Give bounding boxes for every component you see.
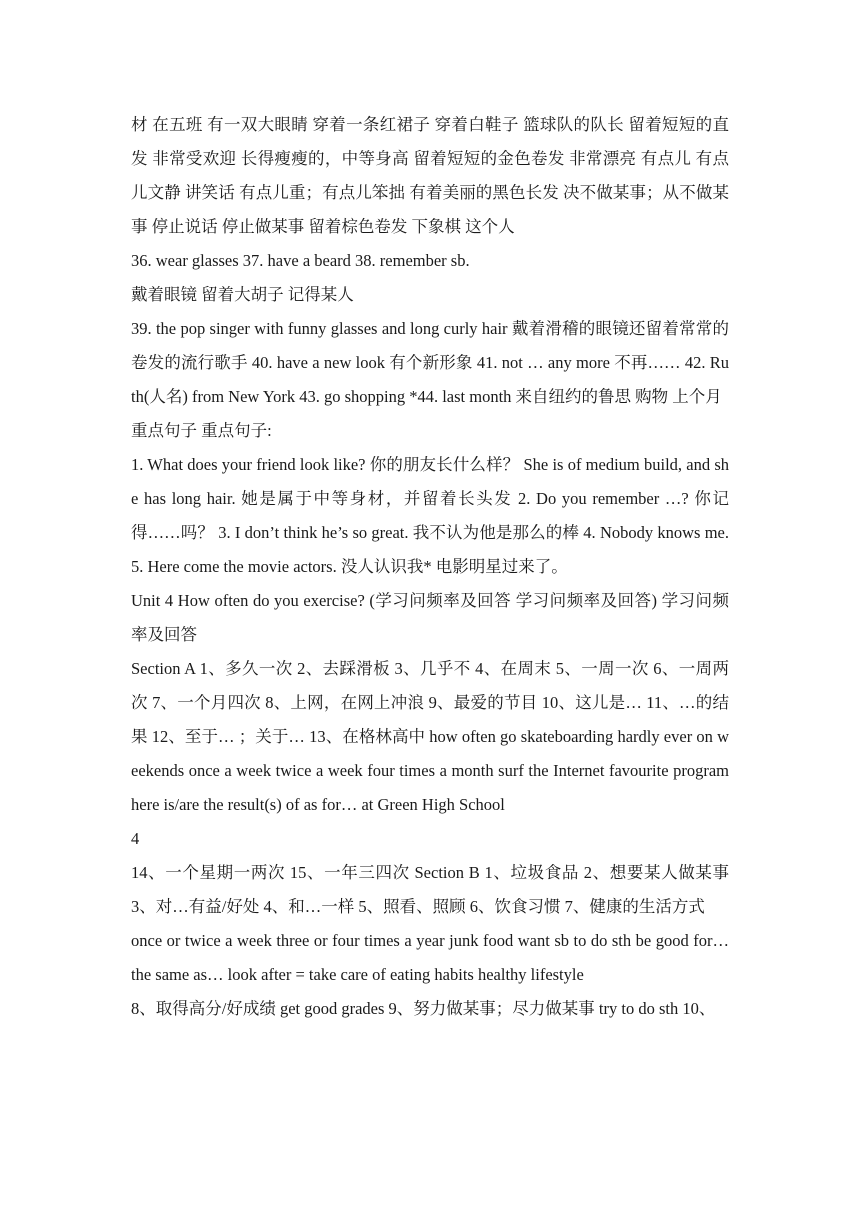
paragraph-key-sentences: 1. What does your friend look like? 你的朋友长什么样？ She is of medium build, and she has long hair. 她是属于中等身材，并留着长头发 2. Do you remember …? 你记得……吗？ 3. I don’t think he’s so great. 我不认为他是那么的棒 4. Nobody knows me. 5. Here come the movie actors. 没人认识我* 电影明星过来了。 xyxy=(131,455,729,576)
paragraph-section-b-english: once or twice a week three or four times a year junk food want sb to do sth be good for… the same as… look after = take care of eating habits healthy lifestyle xyxy=(131,931,729,984)
paragraph-phrases-36-38: 36. wear glasses 37. have a beard 38. remember sb. xyxy=(131,251,470,270)
page-number: 4 xyxy=(131,829,140,848)
paragraph-vocab-descriptions: 材 在五班 有一双大眼睛 穿着一条红裙子 穿着白鞋子 篮球队的队长 留着短短的直发 非常受欢迎 长得瘦瘦的，中等身高 留着短短的金色卷发 非常漂亮 有点儿 有点儿文静 讲笑话 有点儿重；有点儿笨拙 有着美丽的黑色长发 决不做某事；从不做某事 停止说话 停止做某事 留着棕色卷发 下象棋 这个人 xyxy=(131,115,729,236)
paragraph-key-sentences-heading: 重点句子 重点句子: xyxy=(131,421,272,440)
paragraph-translations-36-38: 戴着眼镜 留着大胡子 记得某人 xyxy=(131,285,354,304)
document-body xyxy=(131,108,729,1026)
paragraph-items-8-10: 8、取得高分/好成绩 get good grades 9、努力做某事；尽力做某事 try to do sth 10、 xyxy=(131,999,716,1018)
paragraph-section-a: Section A 1、多久一次 2、去踩滑板 3、几乎不 4、在周末 5、一周一次 6、一周两次 7、一个月四次 8、上网，在网上冲浪 9、最爱的节目 10、这儿是… 11、…的结果 12、至于… ；关于… 13、在格林高中 how often go skateboarding hardly ever on weekends once a week twice a week four times a month surf the Internet favourite program here is/are the result(s) of as for… at Green High School xyxy=(131,659,729,814)
paragraph-section-b: 14、一个星期一两次 15、一年三四次 Section B 1、垃圾食品 2、想要某人做某事 3、对…有益/好处 4、和…一样 5、照看、照顾 6、饮食习惯 7、健康的生活方式 xyxy=(131,863,729,916)
paragraph-phrases-39-44: 39. the pop singer with funny glasses and long curly hair 戴着滑稽的眼镜还留着常常的卷发的流行歌手 40. have a new look 有个新形象 41. not … any more 不再…… 42. Ruth(人名) from New York 43. go shopping *44. last month 来自纽约的鲁思 购物 上个月 xyxy=(131,319,729,406)
paragraph-unit-4-title: Unit 4 How often do you exercise? (学习问频率及回答 学习问频率及回答) 学习问频率及回答 xyxy=(131,591,729,644)
